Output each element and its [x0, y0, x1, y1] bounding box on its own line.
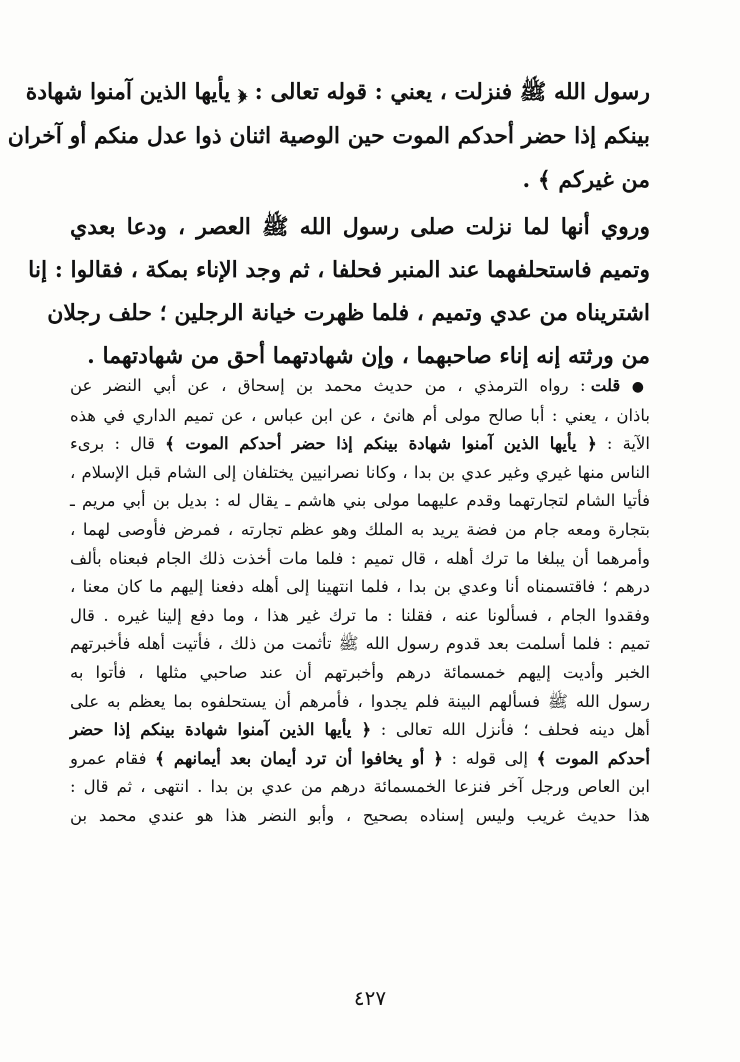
- commentary-block: [70, 372, 650, 831]
- text-line: [70, 716, 650, 745]
- text-line: فأتيا الشام لتجارتهما وقدم عليهما مولى بني هاشم ـ يقال له : بديل بن أبي مريم ـ: [70, 491, 650, 511]
- text-line: الناس منها غيري وغير عدي بن بدا ، وكانا نصرانيين يختلفان إلى الشام قبل الإسلام ،: [70, 462, 650, 482]
- text-line: [70, 745, 650, 774]
- text-segment: : رواه الترمذي ، من حديث محمد بن إسحاق ، عن أبي النضر عن: [70, 376, 591, 395]
- text-line: هذا حديث غريب وليس إسناده بصحيح ، وأبو النضر هذا هو عندي محمد بن: [70, 805, 650, 825]
- text-segment: إلى قوله :: [442, 748, 537, 768]
- quran-quote: ﴿ يأيها الذين آمنوا شهادة بينكم إذا حضر: [70, 720, 372, 740]
- text-line: باذان ، يعني : أبا صالح مولى أم هانئ ، عن ابن عباس ، عن تميم الداري في هذه: [70, 405, 650, 425]
- text-line: تميم : فلما أسلمت بعد قدوم رسول الله ﷺ تأثمت من ذلك ، فأتيت أهله فأخبرتهم: [70, 634, 650, 654]
- text-line: وتميم فاستحلفهما عند المنبر فحلفا ، ثم وجد الإناء بمكة ، فقالوا : إنا: [28, 257, 650, 283]
- main-paragraph-2: [28, 206, 650, 378]
- quran-quote: أحدكم الموت ﴾: [536, 748, 650, 768]
- text-line: بينكم إذا حضر أحدكم الموت حين الوصية اثنان ذوا عدل منكم أو آخران: [7, 123, 650, 149]
- text-segment: الآية :: [596, 434, 650, 454]
- text-segment: قال : برىء: [70, 434, 166, 454]
- quran-quote: ﴿ يأيها الذين آمنوا شهادة بينكم إذا حضر أحدكم الموت ﴾: [165, 434, 597, 454]
- text-segment: أهل دينه فحلف ؛ فأنزل الله تعالى :: [371, 720, 650, 740]
- text-line: وفقدوا الجام ، فسألونا عنه ، فقلنا : ما ترك غير هذا ، وما دفع إلينا غيره . قال: [70, 605, 650, 625]
- text-line: من ورثته إنه إناء صاحبهما ، وإن شهادتهما أحق من شهادتهما .: [87, 343, 650, 369]
- text-line: وأمرهما أن يبلغا ما ترك أهله ، قال تميم : فلما مات أخذت ذلك الجام فبعناه بألف: [70, 548, 650, 568]
- bullet-icon: ●: [631, 379, 651, 395]
- commentary-label: قلت: [590, 376, 621, 395]
- main-paragraph-1: [7, 70, 650, 202]
- text-line: من غيركم ﴾ .: [522, 167, 650, 193]
- text-line: ابن العاص ورجل آخر فنزعا الخمسمائة درهم من عدي بن بدا . انتهى ، ثم قال :: [70, 777, 650, 797]
- quran-quote: ﴿ أو يخافوا أن ترد أيمان بعد أيمانهم ﴾: [155, 748, 443, 768]
- text-line: وروي أنها لما نزلت صلى رسول الله ﷺ العصر ، ودعا بعدي: [70, 214, 650, 240]
- text-segment: فقام عمرو: [70, 748, 156, 768]
- text-line: رسول الله ﷺ فسألهم البينة فلم يجدوا ، فأمرهم أن يستحلفوه بما يعظم به على: [70, 691, 650, 711]
- text-line: بتجارة ومعه جام من فضة يريد به الملك وهو عظم تجارته ، فمرض فأوصى لهما ،: [70, 519, 650, 539]
- text-line: [70, 430, 650, 459]
- text-line: درهم ؛ فاقتسمناه أنا وعدي بن بدا ، فلما انتهينا إلى أهله دفعنا إليهم ما كان معنا ،: [70, 577, 650, 597]
- text-line: اشتريناه من عدي وتميم ، فلما ظهرت خيانة الرجلين ؛ حلف رجلان: [47, 300, 650, 326]
- page-number: ٤٢٧: [353, 986, 387, 1010]
- text-line: الخبر وأديت إليهم خمسمائة درهم وأخبرتهم أن عند صاحبي مثلها ، فأتوا به: [70, 662, 650, 682]
- text-line: رسول الله ﷺ فنزلت ، يعني : قوله تعالى : ﴿ يأيها الذين آمنوا شهادة: [25, 79, 650, 105]
- text-line: [70, 372, 650, 402]
